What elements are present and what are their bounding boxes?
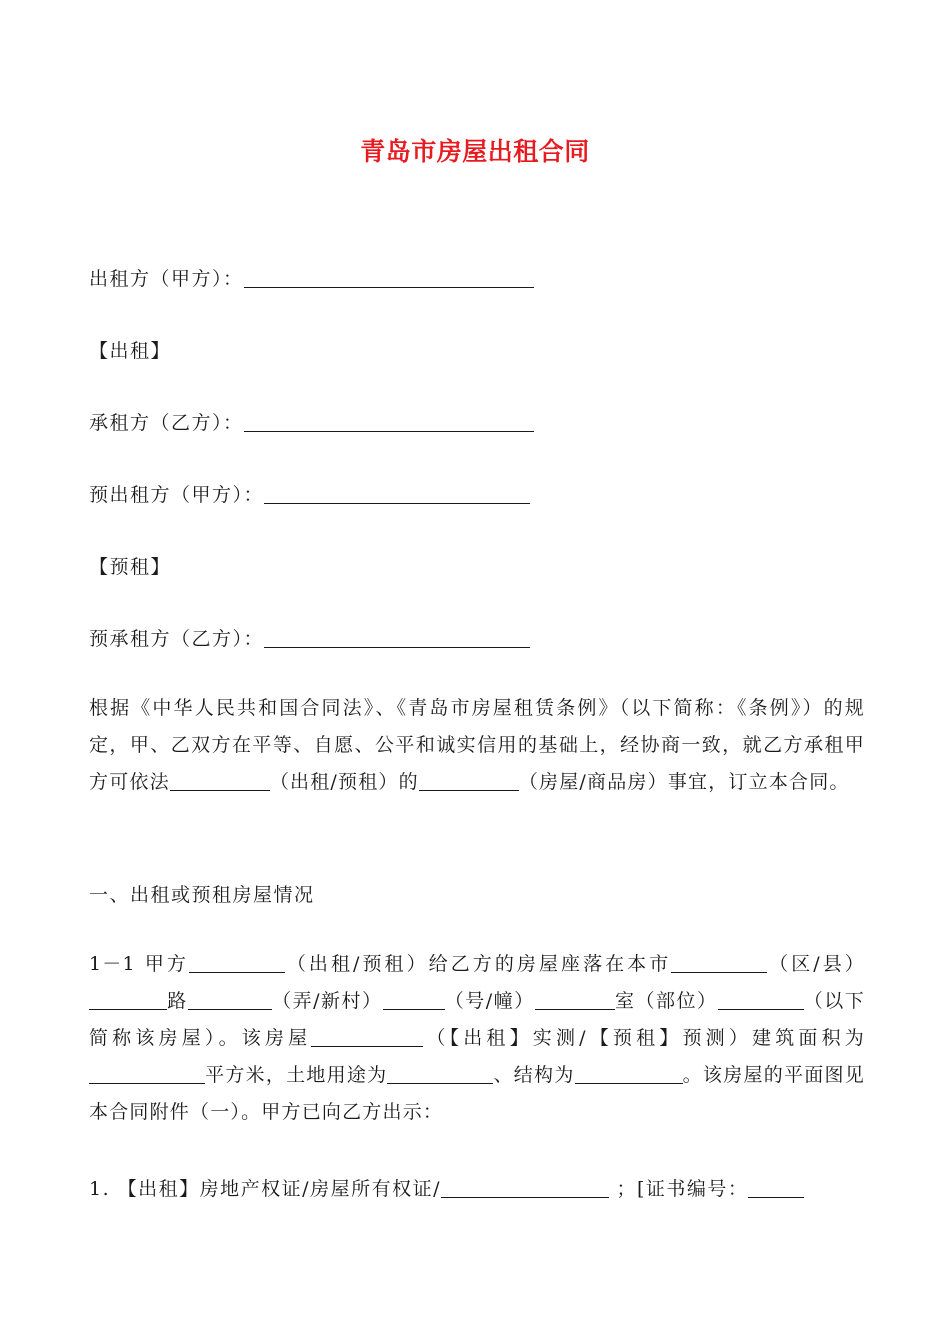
clause-blank-6[interactable] xyxy=(535,990,615,1010)
pre-lessor-label: 预出租方（甲方）： xyxy=(89,484,265,506)
lessee-label: 承租方（乙方）： xyxy=(89,412,244,434)
clause-text-10: 平方米，土地用途为 xyxy=(205,1064,388,1086)
clause-text-3: （区/县） xyxy=(767,953,866,975)
clause-text-11: 、结构为 xyxy=(493,1064,575,1086)
lessor-blank[interactable] xyxy=(244,268,534,288)
item-1-line xyxy=(89,1174,804,1201)
clause-blank-7[interactable] xyxy=(718,990,804,1010)
prerent-section-label: 【预租】 xyxy=(89,556,172,578)
clause-blank-10[interactable] xyxy=(387,1064,493,1084)
clause-text-4: 路 xyxy=(167,990,188,1012)
preamble-blank-1[interactable] xyxy=(170,771,270,791)
clause-text-7: 室（部位） xyxy=(614,990,718,1012)
clause-blank-5[interactable] xyxy=(383,990,445,1010)
preamble-blank-2[interactable] xyxy=(419,771,519,791)
clause-text-1: 1－1 甲方 xyxy=(89,953,189,975)
clause-blank-4[interactable] xyxy=(188,990,272,1010)
lessee-blank[interactable] xyxy=(244,412,534,432)
clause-blank-8[interactable] xyxy=(311,1027,423,1047)
pre-lessee-label: 预承租方（乙方）： xyxy=(89,628,265,650)
clause-text-2: （出租/预租）给乙方的房屋座落在本市 xyxy=(285,953,672,975)
preamble-paragraph xyxy=(89,690,865,801)
item-1-mid: ；[证书编号： xyxy=(608,1178,749,1200)
pre-lessor-blank[interactable] xyxy=(264,484,530,504)
preamble-text-1: 根据《中华人民共和国合同法》、《青岛市房屋租赁条例》（以下简称：《条例》）的规定，甲、乙双方在平等、自愿、公平和诚实信用的基础上，经协商一致，就乙方承租甲方可依法 xyxy=(89,697,865,793)
item-1-blank-2[interactable] xyxy=(748,1178,804,1198)
lessee-line xyxy=(89,408,534,435)
preamble-text-2: （出租/预租）的 xyxy=(269,771,419,793)
clause-blank-11[interactable] xyxy=(575,1064,683,1084)
clause-text-12: 。该房屋的平面图见本合同附件（一）。甲方已向乙方出示： xyxy=(89,1064,865,1123)
contract-title: 青岛市房屋出租合同 xyxy=(360,137,590,166)
clause-1-1 xyxy=(89,946,865,1131)
pre-lessee-blank[interactable] xyxy=(264,628,530,648)
clause-blank-3[interactable] xyxy=(89,990,167,1010)
clause-text-5: （弄/新村） xyxy=(271,990,383,1012)
clause-blank-9[interactable] xyxy=(89,1064,205,1084)
clause-text-9: （【出租】实测/【预租】预测）建筑面积为 xyxy=(423,1027,865,1049)
pre-lessor-line xyxy=(89,480,530,507)
clause-text-8: （以下简称该房屋）。该房屋 xyxy=(89,990,865,1049)
lessor-line xyxy=(89,264,534,291)
clause-blank-2[interactable] xyxy=(671,953,767,973)
rent-section-label: 【出租】 xyxy=(89,340,172,362)
section1-heading: 一、出租或预租房屋情况 xyxy=(89,884,315,906)
pre-lessee-line xyxy=(89,624,530,651)
lessor-label: 出租方（甲方）： xyxy=(89,268,244,290)
item-1-blank-1[interactable] xyxy=(441,1178,609,1198)
preamble-text-3: （房屋/商品房）事宜，订立本合同。 xyxy=(518,771,850,793)
clause-blank-1[interactable] xyxy=(189,953,285,973)
clause-text-6: （号/幢） xyxy=(444,990,535,1012)
item-1-prefix: 1. 【出租】房地产权证/房屋所有权证/ xyxy=(89,1178,441,1200)
